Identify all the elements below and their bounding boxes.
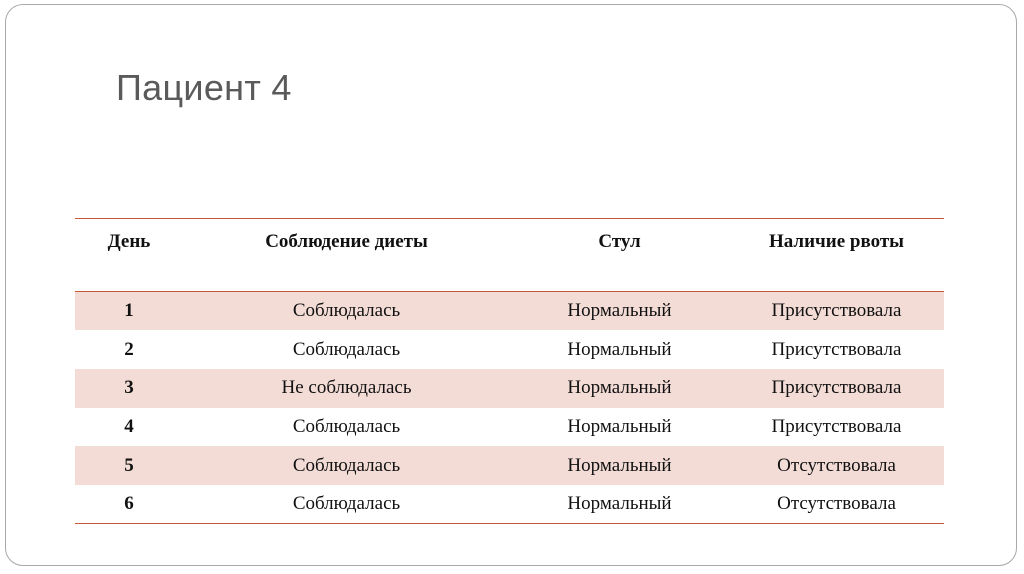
cell-stool: Нормальный [567,415,672,437]
cell-day: 3 [75,369,183,408]
cell-vomit: Отсутствовала [729,446,944,485]
cell-vomit: Присутствовала [771,338,902,360]
cell-diet: Соблюдалась [183,292,510,331]
cell-stool: Нормальный [510,446,729,485]
cell-day: 5 [75,446,183,485]
header-stool: Стул [510,219,729,292]
header-vomit: Наличие рвоты [729,219,944,292]
cell-vomit: Присутствовала [729,292,944,331]
cell-diet: Соблюдалась [183,485,510,524]
cell-day: 2 [124,338,134,360]
cell-stool: Нормальный [567,338,672,360]
cell-stool: Нормальный [510,369,729,408]
patient-table [75,218,944,524]
cell-stool: Нормальный [510,292,729,331]
table-row [75,369,944,408]
table-row [75,330,944,369]
cell-diet: Соблюдалась [183,446,510,485]
cell-stool: Нормальный [510,485,729,524]
cell-day: 4 [124,415,134,437]
header-diet: Соблюдение диеты [183,219,510,292]
slide-title: Пациент 4 [116,67,292,108]
table-row [75,446,944,485]
cell-diet: Не соблюдалась [183,369,510,408]
cell-day: 1 [75,292,183,331]
table-row [75,408,944,447]
table-row [75,485,944,524]
cell-vomit: Отсутствовала [729,485,944,524]
cell-vomit: Присутствовала [729,369,944,408]
table-row [75,292,944,331]
cell-diet: Соблюдалась [292,338,401,360]
cell-day: 6 [75,485,183,524]
cell-diet: Соблюдалась [292,415,401,437]
header-day: День [75,219,183,292]
table-header-row [75,219,944,292]
cell-vomit: Присутствовала [771,415,902,437]
